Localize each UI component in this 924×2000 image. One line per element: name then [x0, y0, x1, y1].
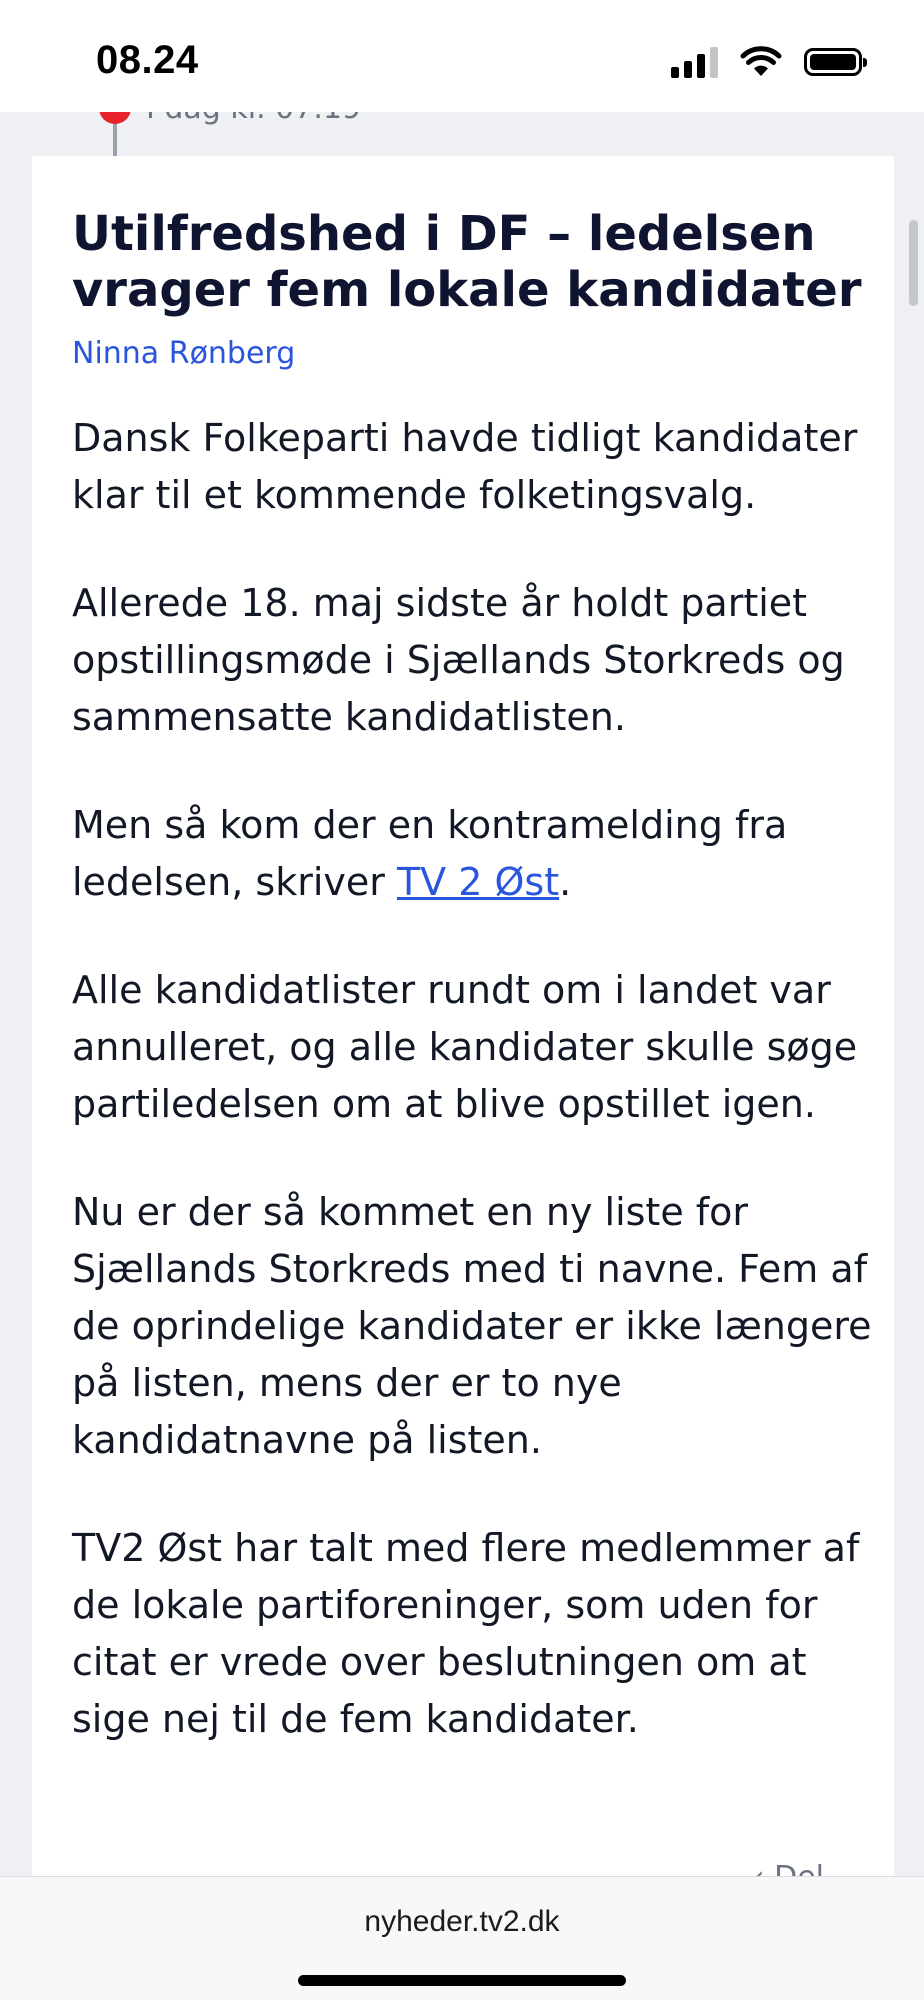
- article-title: Utilfredshed i DF – ledelsen vrager fem lokale kandidater: [72, 206, 862, 318]
- cellular-signal-icon: [671, 46, 718, 78]
- article-body: [72, 410, 872, 1799]
- article-paragraph-1: Dansk Folkeparti havde tidligt kandidater klar til et kommende folketingsvalg.: [72, 416, 858, 517]
- paragraph-3-end: .: [559, 860, 572, 904]
- tv2-ost-link[interactable]: TV 2 Øst: [396, 860, 560, 904]
- article-card: [32, 156, 894, 1876]
- article-paragraph-6: TV2 Øst har talt med flere medlemmer af de lokale partiforeninger, som uden for citat er vrede over beslutningen om at sige nej til de fem kandidater.: [72, 1526, 860, 1741]
- url-text[interactable]: nyheder.tv2.dk: [364, 1905, 560, 1938]
- paragraph-3-text: Men så kom der en kontramelding fra ledelsen, skriver: [72, 803, 788, 904]
- article-paragraph-4: Alle kandidatlister rundt om i landet var annulleret, og alle kandidater skulle søge partiledelsen om at blive opstillet igen.: [72, 968, 858, 1126]
- status-bar: [0, 0, 924, 112]
- browser-url-bar[interactable]: [0, 1876, 924, 2000]
- scrollbar[interactable]: [909, 220, 918, 306]
- article-paragraph-5: Nu er der så kommet en ny liste for Sjællands Storkreds med ti navne. Fem af de oprindelige kandidater er ikke længere på listen, mens der er to nye kandidatnavne på listen.: [72, 1190, 872, 1462]
- status-icons: [671, 44, 862, 80]
- article-paragraph-2: Allerede 18. maj sidste år holdt partiet opstillingsmøde i Sjællands Storkreds og sammensatte kandidatlisten.: [72, 581, 845, 739]
- battery-icon: [804, 48, 862, 76]
- article-author-link[interactable]: Ninna Rønberg: [72, 336, 296, 371]
- wifi-icon: [740, 46, 782, 78]
- status-time: 08.24: [96, 38, 199, 82]
- article-paragraph-3: [72, 797, 872, 911]
- home-indicator[interactable]: [298, 1975, 626, 1986]
